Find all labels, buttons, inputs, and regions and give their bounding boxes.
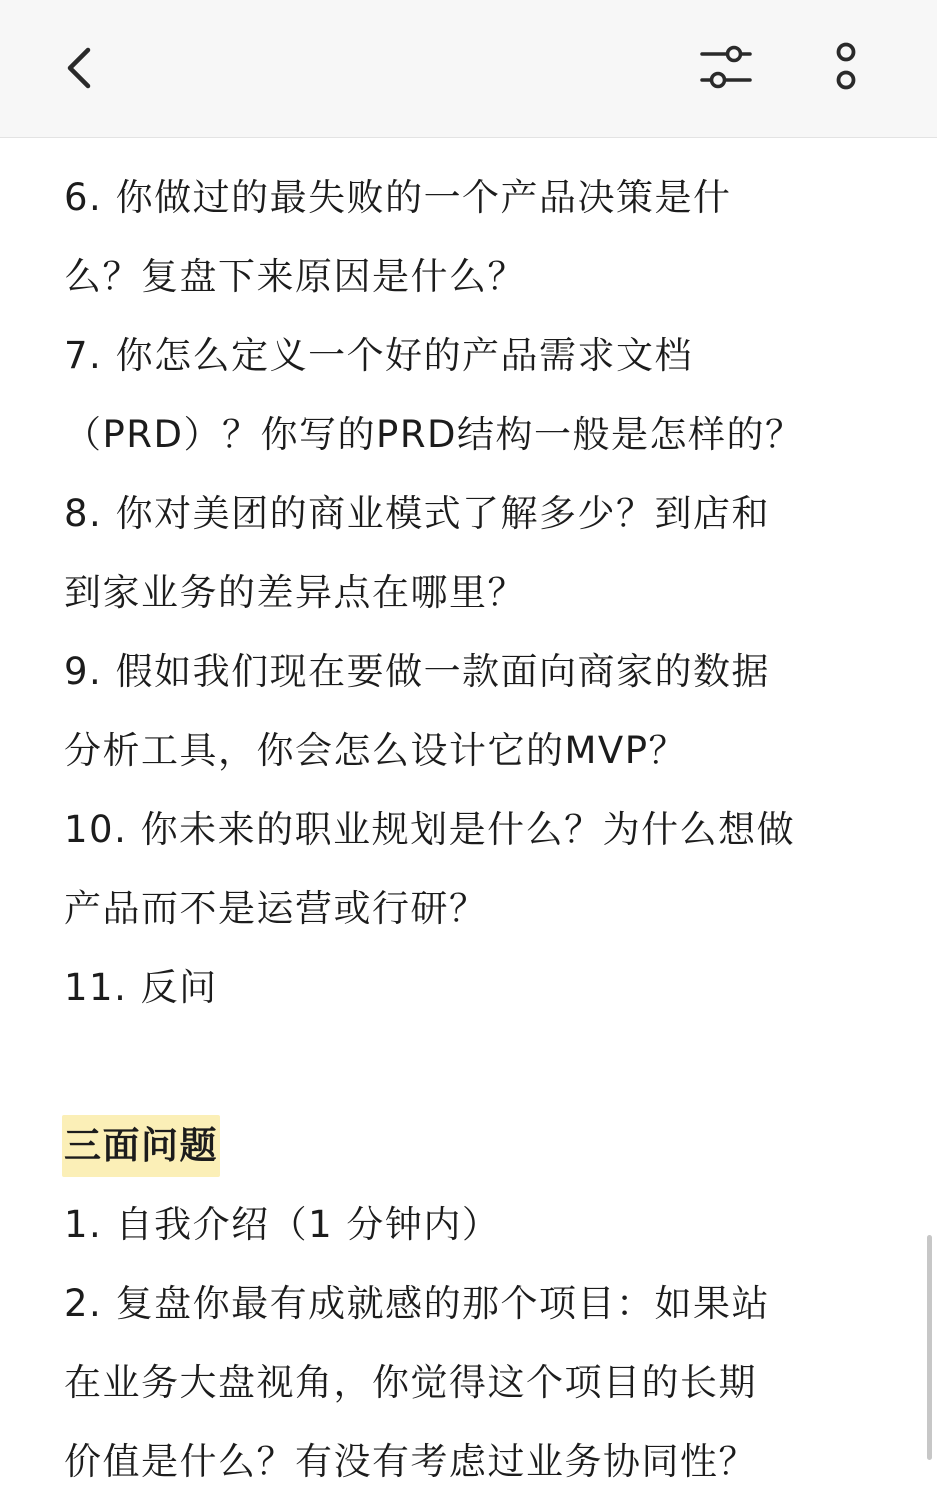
note-line: 7. 你怎么定义一个好的产品需求文档	[64, 334, 694, 377]
note-line: 9. 假如我们现在要做一款面向商家的数据	[64, 650, 771, 693]
note-line: 6. 你做过的最失败的一个产品决策是什	[64, 176, 732, 219]
note-line: 价值是什么？有没有考虑过业务协同性？	[64, 1440, 757, 1483]
section-heading: 三面问题	[62, 1115, 220, 1177]
blank-line	[64, 1027, 864, 1106]
more-vertical-icon[interactable]	[824, 38, 868, 98]
note-line: 分析工具，你会怎么设计它的MVP？	[64, 729, 688, 772]
note-line: 在业务大盘视角，你觉得这个项目的长期	[64, 1361, 757, 1404]
note-line: 11. 反问	[64, 966, 218, 1009]
scrollbar[interactable]	[927, 1235, 932, 1460]
note-line: 么？复盘下来原因是什么？	[64, 255, 526, 298]
sliders-icon[interactable]	[696, 40, 756, 96]
note-line: 1. 自我介绍（1 分钟内）	[64, 1203, 501, 1246]
note-line: 到家业务的差异点在哪里？	[64, 571, 526, 614]
note-line: 产品而不是运营或行研？	[64, 887, 488, 930]
note-line: （PRD）？你写的PRD结构一般是怎样的？	[64, 413, 804, 456]
note-line: 8. 你对美团的商业模式了解多少？到店和	[64, 492, 771, 535]
top-toolbar	[0, 0, 937, 138]
note-line: 10. 你未来的职业规划是什么？为什么想做	[64, 808, 796, 851]
note-line: 2. 复盘你最有成就感的那个项目：如果站	[64, 1282, 771, 1325]
section-heading-row	[64, 1106, 864, 1185]
note-content	[64, 158, 864, 1501]
back-icon[interactable]	[58, 38, 106, 98]
